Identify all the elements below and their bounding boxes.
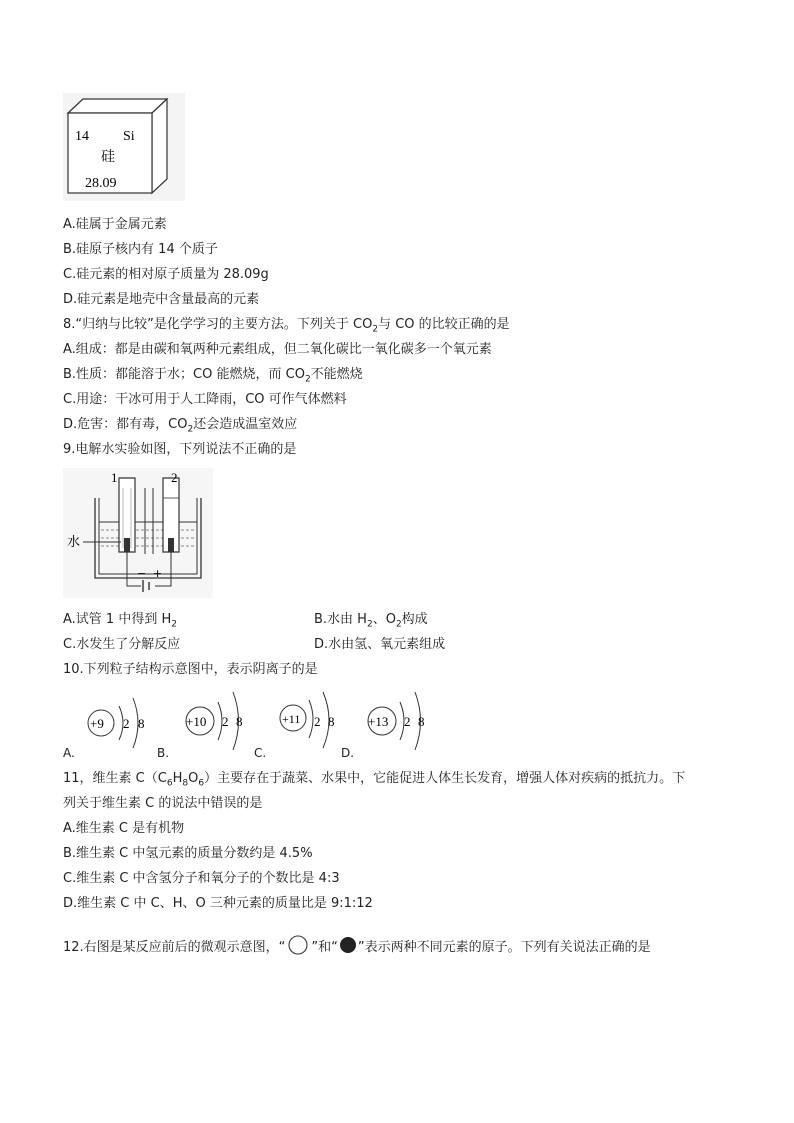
positive-terminal-label: + — [153, 567, 163, 580]
q10-label-a: A. — [63, 746, 75, 760]
q11-stem: 11，维生素 $C(C_6H_8O_6)$主要存在于蔬菜、水果中，它能促进人体生长发育，增强人体对疾病的抵抗力。下 — [63, 771, 686, 789]
q7-option-d: D.硅元素是地壳中含量最高的元素 — [63, 292, 260, 307]
svg-text:8: 8 — [328, 714, 335, 729]
q8-option-d: D.危害：都有毒，$CO_2$还会造成温室效应 — [63, 417, 298, 435]
q11-stem-cont: 列关于维生素 C 的说法中错误的是 — [63, 796, 263, 811]
particle-diagram-d — [362, 686, 436, 756]
q8-option-b: B.性质：都能溶于水；CO 能燃烧，而 $CO_2$不能燃烧 — [63, 367, 363, 385]
q7-option-c: C.硅元素的相对原子质量为 28.09g — [63, 267, 269, 282]
q9-stem: 9.电解水实验如图，下列说法不正确的是 — [63, 442, 297, 457]
white-atom-icon — [285, 935, 311, 955]
element-symbol: Si — [123, 129, 135, 144]
q9-option-d: D.水由氢、氧元素组成 — [314, 637, 446, 652]
q12-stem: 12.右图是某反应前后的微观示意图，“ ”和“ ”表示两种不同元素的原子。下列有关说法正确的是 — [63, 935, 651, 957]
atomic-mass: 28.09 — [85, 176, 117, 191]
svg-text:8: 8 — [236, 714, 243, 729]
svg-text:8: 8 — [418, 714, 425, 729]
svg-text:2: 2 — [123, 716, 130, 731]
tube-2-label: 2 — [171, 470, 178, 485]
particle-diagram-c — [275, 686, 345, 756]
q11-option-c: C.维生素 C 中含氢分子和氧分子的个数比是 4:3 — [63, 871, 340, 886]
q7-option-a: A.硅属于金属元素 — [63, 217, 167, 232]
q10-label-d: D. — [341, 746, 355, 760]
tube-1-label: 1 — [111, 470, 118, 485]
q11-option-b: B.维生素 C 中氢元素的质量分数约是 4.5% — [63, 846, 313, 861]
black-atom-icon — [338, 935, 358, 955]
particle-diagram-b — [178, 686, 254, 756]
q10-label-c: C. — [254, 746, 267, 760]
water-label: 水 — [67, 535, 81, 550]
svg-text:+11: +11 — [282, 712, 301, 726]
q9-option-a: A.试管 1 中得到 $H_2$ — [63, 612, 177, 630]
q8-option-a: A.组成：都是由碳和氧两种元素组成，但二氧化碳比一氧化碳多一个氧元素 — [63, 342, 492, 357]
q10-label-b: B. — [157, 746, 170, 760]
q10-stem: 10.下列粒子结构示意图中，表示阴离子的是 — [63, 662, 318, 677]
svg-text:8: 8 — [138, 716, 145, 731]
svg-text:2: 2 — [404, 714, 411, 729]
particle-diagram-a — [83, 690, 153, 756]
q8-option-c: C.用途：干冰可用于人工降雨，CO 可作气体燃料 — [63, 392, 347, 407]
svg-text:2: 2 — [222, 714, 229, 729]
q9-option-c: C.水发生了分解反应 — [63, 637, 181, 652]
svg-text:+13: +13 — [368, 714, 389, 729]
silicon-element-card — [63, 93, 185, 201]
svg-text:+9: +9 — [90, 716, 104, 731]
q8-stem: 8.“归纳与比较”是化学学习的主要方法。下列关于 $CO_2$与 CO 的比较正确的是 — [63, 317, 510, 335]
q11-option-a: A.维生素 C 是有机物 — [63, 821, 185, 836]
svg-text:+10: +10 — [186, 714, 207, 729]
q11-option-d: D.维生素 C 中 C、H、O 三种元素的质量比是 9:1:12 — [63, 896, 373, 911]
negative-terminal-label: − — [137, 567, 147, 580]
atomic-number: 14 — [75, 129, 89, 144]
electrolysis-diagram — [63, 468, 213, 598]
q9-option-b: B.水由 $H_2$、$O_2$构成 — [314, 612, 428, 630]
element-name: 硅 — [101, 149, 115, 165]
svg-text:2: 2 — [314, 714, 321, 729]
q7-option-b: B.硅原子核内有 14 个质子 — [63, 242, 218, 257]
